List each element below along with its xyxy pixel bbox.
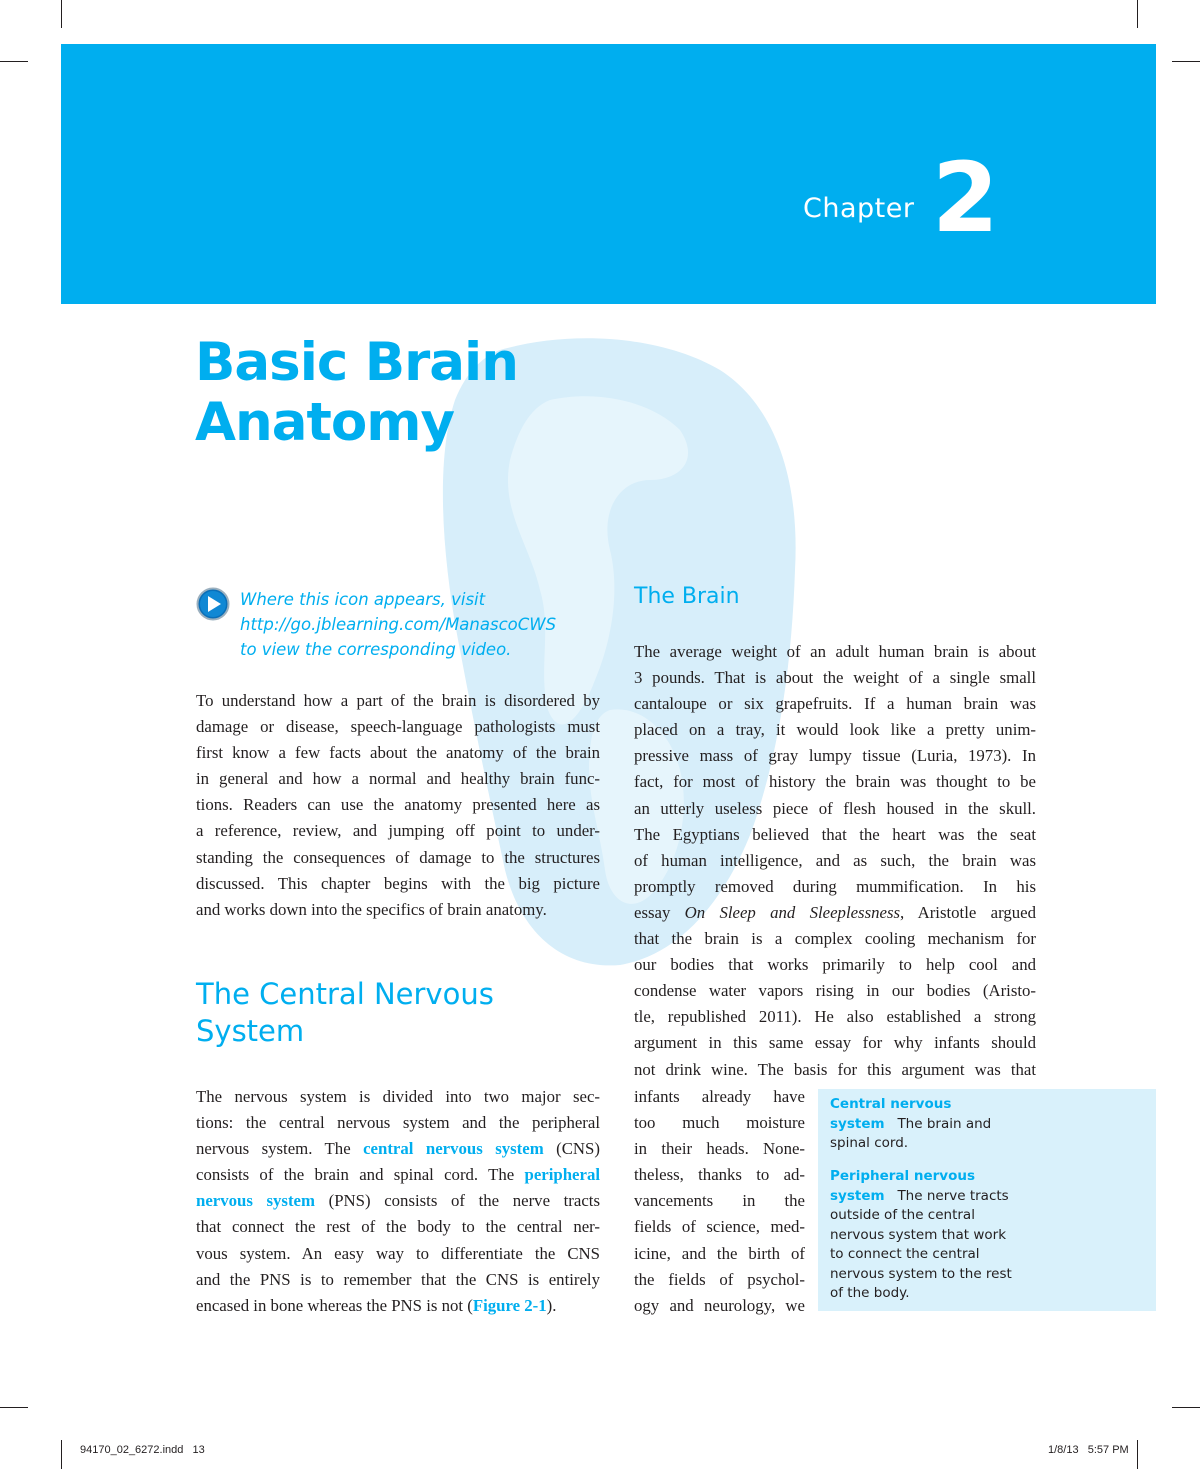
key-term-cns: central nervous system [363, 1139, 544, 1159]
heading-line: System [196, 1014, 305, 1048]
text-run: encased in bone whereas the PNS is not ( [196, 1295, 473, 1315]
text-line: tions: the central nervous system and the peripheral [196, 1113, 600, 1133]
video-note-text [240, 587, 556, 662]
video-note-line: Where this icon appears, visit [240, 590, 486, 609]
glossary-term: Peripheral nervous [830, 1168, 976, 1184]
glossary-line [830, 1187, 1012, 1207]
text-line: and works down into the specifics of brain anatomy. [196, 899, 547, 919]
text-line: argument in this same essay for why infants should [634, 1033, 1036, 1053]
text-line: in general and how a normal and healthy brain func- [196, 769, 600, 789]
video-note-line: to view the corresponding video. [240, 640, 512, 659]
crop-mark [0, 61, 28, 62]
glossary-definition: to connect the central [830, 1246, 980, 1262]
text-line: tions. Readers can use the anatomy presented here as [196, 795, 600, 815]
text-line: first know a few facts about the anatomy of the brain [196, 743, 600, 763]
glossary-definition: of the body. [830, 1285, 910, 1301]
text-line: that connect the rest of the body to the central ner- [196, 1217, 600, 1237]
crop-mark [1172, 61, 1200, 62]
text-line: standing the consequences of damage to the structures [196, 847, 600, 867]
text-run: ). [546, 1295, 557, 1315]
text-line: The nervous system is divided into two major sec- [196, 1087, 600, 1106]
text-line: an utterly useless piece of flesh housed in the skull. [634, 798, 1036, 818]
text-run: essay [634, 902, 685, 922]
brain-paragraph-continued [634, 1084, 805, 1319]
section-heading-brain: The Brain [634, 584, 740, 609]
date-slug: 1/8/13 5:57 PM [1048, 1444, 1129, 1456]
brain-paragraph [634, 639, 1036, 1083]
crop-mark [0, 1407, 28, 1408]
glossary-definition: The brain and [897, 1115, 992, 1132]
text-line: placed on a tray, it would look like a pretty unim- [634, 720, 1036, 740]
text-line: The Egyptians believed that the heart was the seat [634, 824, 1036, 844]
text-line [196, 1188, 600, 1214]
text-line: vous system. An easy way to differentiate the CNS [196, 1243, 600, 1263]
text-line: too much moisture [634, 1113, 805, 1133]
text-line: theless, thanks to ad- [634, 1165, 805, 1185]
text-line: infants already have [634, 1087, 805, 1106]
text-run: nervous system. The [196, 1139, 364, 1159]
glossary-sidebar [818, 1089, 1156, 1311]
text-line [196, 1293, 600, 1319]
crop-mark [1137, 0, 1138, 28]
text-line: discussed. This chapter begins with the big picture [196, 873, 600, 893]
section-heading-cns [196, 976, 494, 1050]
cns-paragraph [196, 1084, 600, 1319]
text-line: the fields of psychol- [634, 1269, 805, 1289]
glossary-term: system [830, 1115, 885, 1132]
text-run: , Aristotle argued [900, 902, 1036, 922]
text-line: a reference, review, and jumping off point to under- [196, 821, 600, 841]
chapter-title-line: Basic Brain [195, 332, 518, 393]
chapter-title [195, 333, 518, 453]
heading-line: The Central Nervous [196, 977, 494, 1011]
text-line: condense water vapors rising in our bodies (Aristo- [634, 981, 1036, 1001]
glossary-definition: outside of the central [830, 1207, 975, 1223]
glossary-term: system [830, 1187, 885, 1204]
chapter-title-line: Anatomy [195, 392, 455, 453]
chapter-label: Chapter [803, 193, 915, 224]
text-line: of human intelligence, and as such, the brain was [634, 850, 1036, 870]
text-line: ogy and neurology, we [634, 1295, 805, 1315]
text-line: tle, republished 2011). He also established a strong [634, 1007, 1036, 1027]
text-run: (CNS) [543, 1139, 600, 1159]
text-line: To understand how a part of the brain is disordered by [196, 691, 600, 710]
key-term-pns: peripheral [524, 1165, 600, 1185]
crop-mark [61, 1440, 62, 1469]
glossary-definition: nervous system to the rest [830, 1265, 1012, 1282]
video-note-url[interactable]: http://go.jblearning.com/ManascoCWS [240, 615, 557, 634]
text-line: not drink wine. The basis for this argument was that [634, 1059, 1036, 1079]
glossary-definition: spinal cord. [830, 1135, 909, 1151]
play-icon[interactable] [196, 587, 230, 621]
text-line: fields of science, med- [634, 1217, 805, 1237]
text-line: promptly removed during mummification. In his [634, 876, 1036, 896]
crop-mark [61, 0, 62, 28]
text-line: cantaloupe or six grapefruits. If a human brain was [634, 694, 1036, 714]
text-line [196, 1162, 600, 1188]
crop-mark [1137, 1440, 1138, 1469]
text-line: and the PNS is to remember that the CNS is entirely [196, 1269, 600, 1289]
text-line: The average weight of an adult human brain is about [634, 642, 1036, 661]
glossary-line [830, 1095, 991, 1115]
book-title: On Sleep and Sleeplessness [684, 902, 901, 922]
crop-mark [1172, 1407, 1200, 1408]
intro-paragraph [196, 688, 600, 923]
text-line: 3 pounds. That is about the weight of a single small [634, 668, 1036, 688]
text-line: icine, and the birth of [634, 1243, 805, 1263]
text-line: our bodies that works primarily to help cool and [634, 955, 1036, 975]
video-note [196, 587, 596, 657]
file-slug: 94170_02_6272.indd 13 [80, 1444, 205, 1456]
glossary-entry-pns [830, 1167, 1012, 1304]
key-term-pns: nervous system [196, 1191, 315, 1211]
text-line: damage or disease, speech-language pathologists must [196, 717, 600, 737]
glossary-line [830, 1167, 1012, 1187]
text-line: pressive mass of gray lumpy tissue (Luria, 1973). In [634, 746, 1036, 766]
text-line: fact, for most of history the brain was thought to be [634, 772, 1036, 792]
text-line [634, 900, 1036, 926]
text-run: (PNS) consists of the nerve tracts [314, 1191, 600, 1211]
chapter-number: 2 [932, 142, 999, 254]
glossary-definition: nervous system that work [830, 1226, 1007, 1243]
text-run: consists of the brain and spinal cord. The [196, 1165, 525, 1185]
text-line: vancements in the [634, 1191, 805, 1211]
glossary-line [830, 1115, 991, 1135]
glossary-term: Central nervous [830, 1096, 952, 1112]
glossary-entry-cns [830, 1095, 991, 1154]
figure-reference-link[interactable]: Figure 2-1 [472, 1295, 547, 1315]
text-line: in their heads. None- [634, 1139, 805, 1159]
text-line: that the brain is a complex cooling mechanism for [634, 929, 1036, 949]
glossary-definition: The nerve tracts [897, 1187, 1009, 1204]
text-line [196, 1136, 600, 1162]
